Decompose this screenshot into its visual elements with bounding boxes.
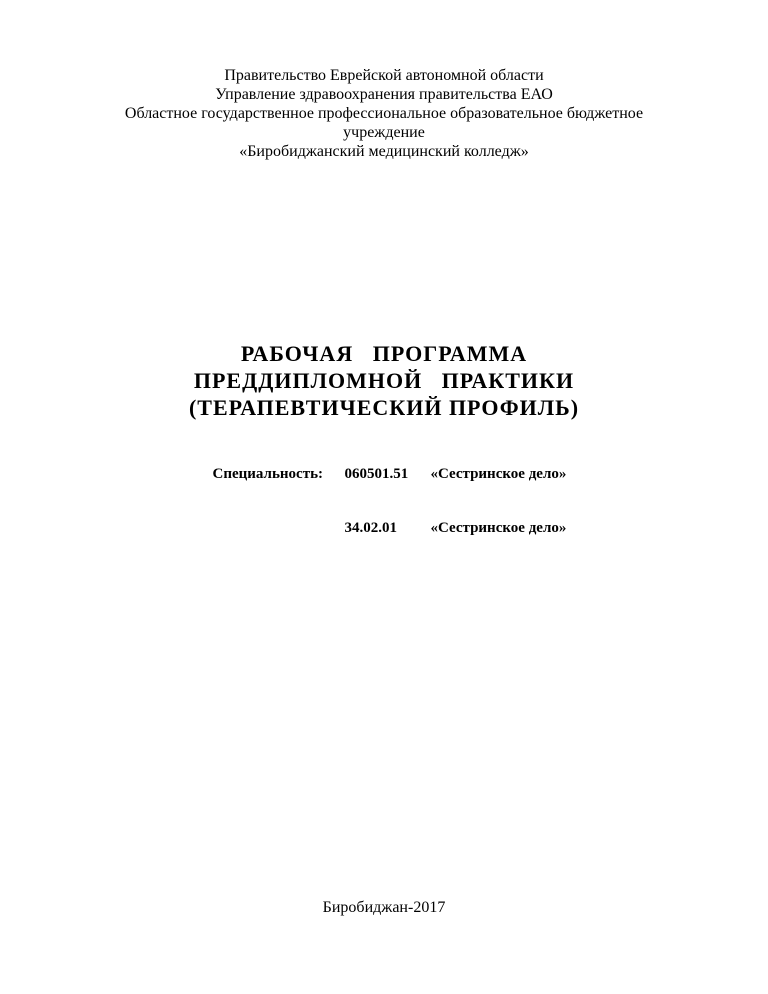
specialty-row-2: [190, 501, 566, 555]
header-line-institution-type-cont: учреждение: [343, 124, 425, 141]
document-title: [0, 340, 768, 421]
title-line-1: РАБОЧАЯ ПРОГРАММА: [240, 341, 528, 366]
header-line-institution-type: Областное государственное профессиональное образовательное бюджетное: [124, 105, 644, 122]
specialty-name: «Сестринское дело»: [430, 520, 567, 536]
specialty-code: 060501.51: [344, 466, 409, 482]
header-line-health-department: Управление здравоохранения правительства ЕАО: [215, 86, 553, 103]
specialty-name: «Сестринское дело»: [430, 466, 567, 482]
header-line-government: Правительство Еврейской автономной области: [224, 67, 544, 84]
institution-header: [0, 66, 768, 161]
title-line-2: ПРЕДДИПЛОМНОЙ ПРАКТИКИ: [193, 368, 575, 393]
specialty-block: [190, 447, 566, 555]
specialty-code: 34.02.01: [344, 520, 397, 536]
title-line-3: (ТЕРАПЕВТИЧЕСКИЙ ПРОФИЛЬ): [188, 395, 580, 420]
specialty-label: Специальность:: [212, 466, 323, 482]
specialty-row-1: [190, 447, 566, 501]
header-line-college-name: «Биробиджанский медицинский колледж»: [239, 143, 529, 160]
city-year: Биробиджан-2017: [322, 899, 446, 916]
